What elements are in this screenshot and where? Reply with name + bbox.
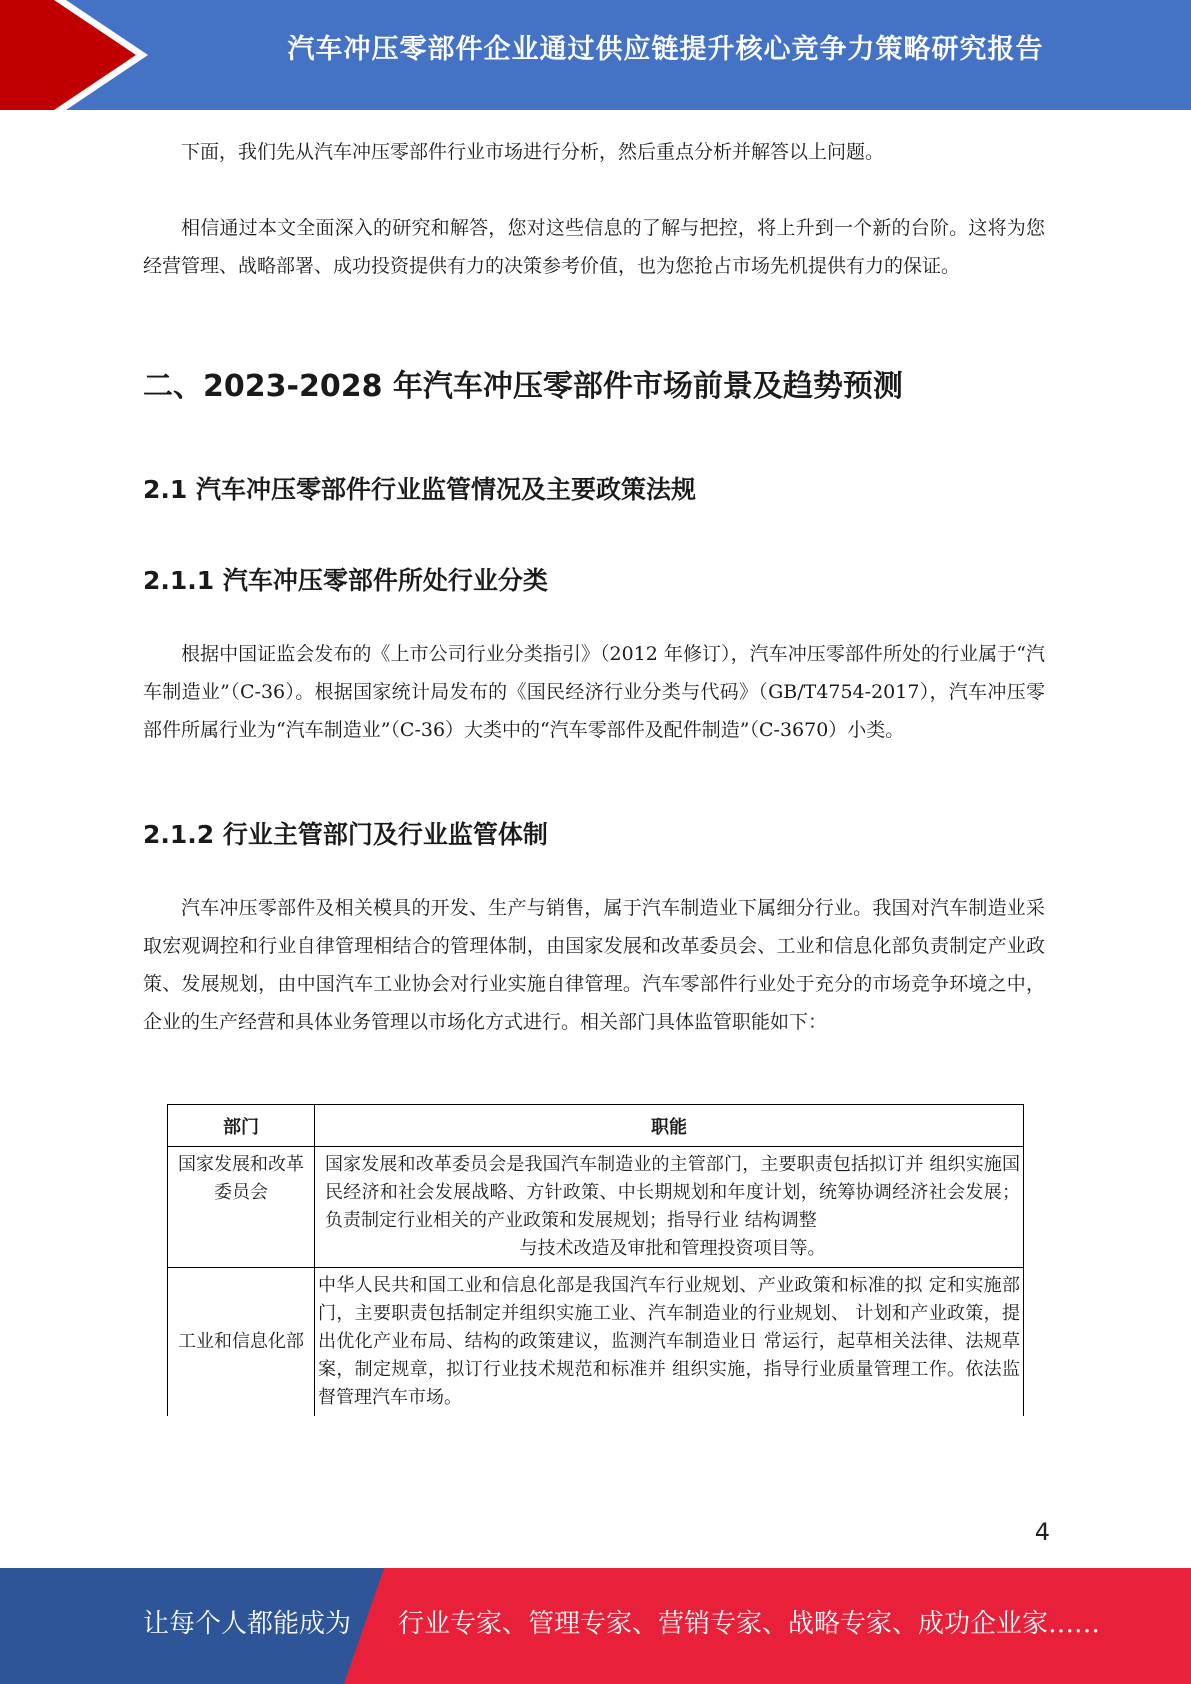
section-2-1-1-heading — [143, 564, 1045, 598]
intro-paragraph-1 — [143, 133, 1045, 171]
section-2-1-2-heading — [143, 818, 1045, 852]
table-row — [168, 1147, 1024, 1268]
header-banner — [0, 0, 1191, 110]
table-cell-duty-tail: 与技术改造及审批和管理投资项目等。 — [519, 1238, 826, 1259]
intro-paragraph-2 — [143, 209, 1045, 285]
header-arrow-red — [0, 0, 136, 110]
table-header-row — [168, 1105, 1024, 1147]
section-2-1-1-title: 2.1.1 汽车冲压零部件所处行业分类 — [143, 566, 548, 595]
section-2-1-heading — [143, 473, 1045, 507]
regulator-table — [167, 1104, 1024, 1416]
section-2-title: 二、2023-2028 年汽车冲压零部件市场前景及趋势预测 — [143, 369, 903, 404]
table-cell-dept: 工业和信息化部 — [168, 1268, 315, 1417]
page-number: 4 — [1034, 1518, 1050, 1546]
table-cell-duty-main: 国家发展和改革委员会是我国汽车制造业的主管部门，主要职责包括拟订并 组织实施国民经济和社会发展战略、方针政策、中长期规划和年度计划，统筹协调经济社会发展；负责制定行业相关的产业政策和发展规划；指导行业 结构调整 — [325, 1154, 1020, 1231]
footer-slogan-left: 让每个人都能成为 — [143, 1609, 352, 1639]
footer-slogan-right: 行业专家、管理专家、营销专家、战略专家、成功企业家…… — [398, 1609, 1101, 1639]
table-header-duty: 职能 — [315, 1105, 1024, 1147]
footer-banner — [0, 1568, 1191, 1684]
section-2-1-title: 2.1 汽车冲压零部件行业监管情况及主要政策法规 — [143, 475, 696, 504]
intro-text-1: 下面，我们先从汽车冲压零部件行业市场进行分析，然后重点分析并解答以上问题。 — [181, 141, 885, 163]
section-2-1-1-body — [143, 635, 1045, 749]
section-2-1-2-body — [143, 889, 1045, 1041]
table-row — [168, 1268, 1024, 1417]
table-cell-duty: 中华人民共和国工业和信息化部是我国汽车行业规划、产业政策和标准的拟 定和实施部门，主要职责包括制定并组织实施工业、汽车制造业的行业规划、 计划和产业政策，提出优化产业布局、结构的政策建议，监测汽车制造业日 常运行，起草相关法律、法规草案，制定规章，拟订行业技术规范和标准并 组织实施，指导行业质量管理工作。依法监督管理汽车市场。 — [315, 1268, 1024, 1417]
section-2-1-2-text: 汽车冲压零部件及相关模具的开发、生产与销售，属于汽车制造业下属细分行业。我国对汽车制造业采取宏观调控和行业自律管理相结合的管理体制，由国家发展和改革委员会、工业和信息化部负责制定产业政策、发展规划，由中国汽车工业协会对行业实施自律管理。汽车零部件行业处于充分的市场竞争环境之中，企业的生产经营和具体业务管理以市场化方式进行。相关部门具体监管职能如下： — [143, 897, 1045, 1033]
section-2-1-2-title: 2.1.2 行业主管部门及行业监管体制 — [143, 820, 548, 849]
intro-text-2: 相信通过本文全面深入的研究和解答，您对这些信息的了解与把控，将上升到一个新的台阶。这将为您经营管理、战略部署、成功投资提供有力的决策参考价值，也为您抢占市场先机提供有力的保证。 — [143, 217, 1045, 277]
report-title: 汽车冲压零部件企业通过供应链提升核心竞争力策略研究报告 — [287, 34, 1044, 65]
section-2-heading — [143, 367, 1045, 407]
section-2-1-1-text: 根据中国证监会发布的《上市公司行业分类指引》（2012 年修订），汽车冲压零部件所处的行业属于“汽车制造业”（C-36）。根据国家统计局发布的《国民经济行业分类与代码》（GB/T4754-2017），汽车冲压零部件所属行业为“汽车制造业”（C-36）大类中的“汽车零部件及配件制造”（C-3670）小类。 — [143, 643, 1045, 741]
table-cell-dept: 国家发展和改革委员会 — [168, 1147, 315, 1268]
table-header-dept: 部门 — [168, 1105, 315, 1147]
table-cell-duty — [315, 1147, 1024, 1268]
